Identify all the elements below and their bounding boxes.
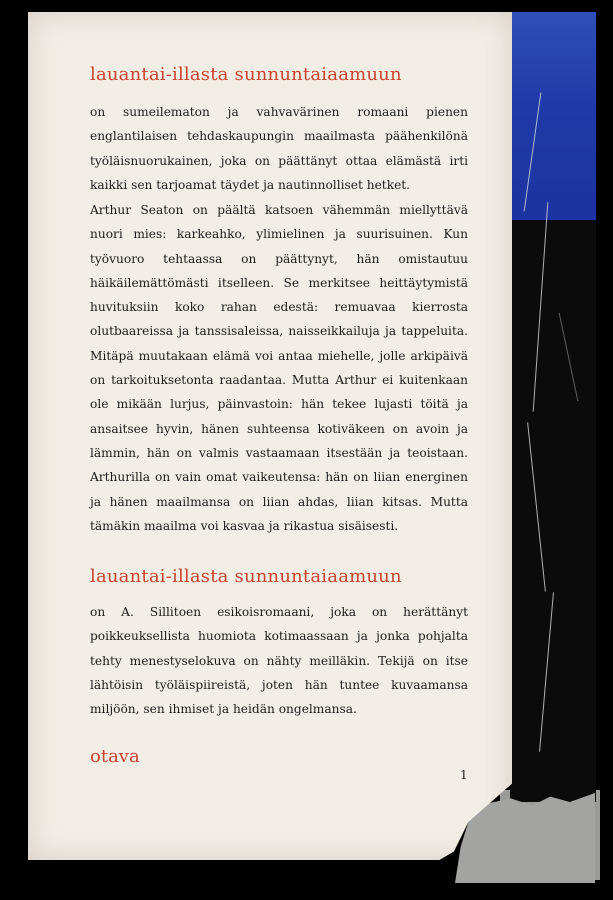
blurb-paragraph-3: on A. Sillitoen esikoisromaani, joka on herättänyt poikkeuksellista huomiota kotimaassaan ja jonka pohjalta tehty menestyselokuva on nähty meilläkin. Tekijä on itse lähtöisin työläispiireistä, joten hän tuntee kuvaamansa miljöön, sen ihmiset ja heidän ongelmansa. xyxy=(90,605,468,717)
blurb-paragraph-1: on sumeilematon ja vahvavärinen romaani pienen englantilaisen tehdaskaupungin maailmasta päähenkilönä työläisnuorukainen, joka on päättänyt ottaa elämästä irti kaikki sen tarjoamat täydet ja nautinnolliset hetket. xyxy=(90,105,468,192)
spine-crack xyxy=(539,592,554,751)
blurb-heading-top: lauantai-illasta sunnuntaiaamuun xyxy=(90,64,402,85)
blurb-paragraph-2: Arthur Seaton on päältä katsoen vähemmän miellyttävä nuori mies: karkeahko, ylimielinen ja suurisuinen. Kun työvuoro tehtaassa on päättynyt, hän omistautuu häikäilemättömästi itselleen. Se merkitsee heittäytymistä huvituksiin koko rahan edestä: remuavaa kierrosta olutbaareissa ja tanssisaleissa, naisseikkailuja ja tappeluita. Mitäpä muutakaan elämä voi antaa miehelle, jolle arkipäivä on tarkoituksetonta raadantaa. Mutta Arthur ei kuitenkaan ole mikään lurjus, päinvastoin: hän tekee lujasti töitä ja ansaitsee hyvin, hänen suhteensa kotiväkeen on avoin ja lämmin, hän on valmis vastaamaan itsestään ja teoistaan. Arthurilla on vain omat vaikeutensa: hän on liian energinen ja hänen maailmansa on liian ahdas, liian kitsas. Mutta tämäkin maailma voi kasvaa ja rikastua sisäisesti. xyxy=(90,203,468,533)
spine-crack xyxy=(533,202,549,412)
book-spine xyxy=(510,12,596,802)
spine-blue-band xyxy=(510,12,596,220)
spine-crack xyxy=(527,422,546,591)
blurb-heading-middle: lauantai-illasta sunnuntaiaamuun xyxy=(90,566,402,587)
page-number: 1 xyxy=(460,768,468,782)
spine-crack xyxy=(559,313,579,401)
publisher-name: otava xyxy=(90,746,140,767)
